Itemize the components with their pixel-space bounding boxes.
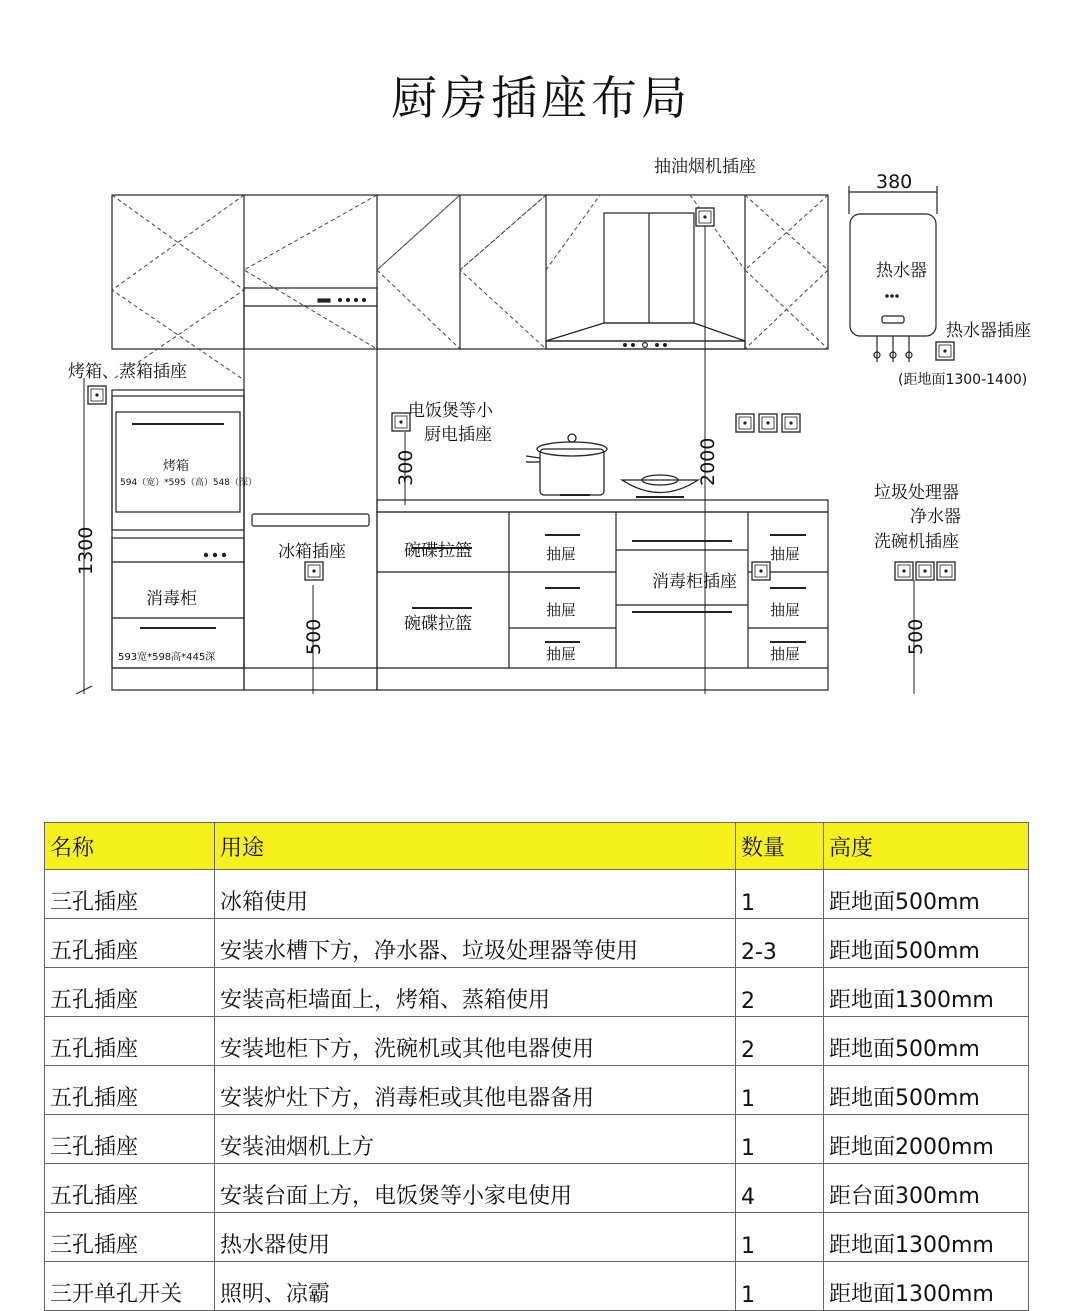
socket-icon-sink-3 [937,562,955,580]
cell-height: 距地面500mm [824,1017,1029,1066]
label-rice-cooker-1: 电饭煲等小 [408,401,493,421]
socket-icon-sink-2 [916,562,934,580]
table-row [45,1262,1029,1311]
label-hood-socket: 抽油烟机插座 [654,157,756,177]
cell-usage: 冰箱使用 [215,870,736,919]
socket-icon-fridge [305,562,323,580]
table-row [45,870,1029,919]
header-height: 高度 [824,823,1029,870]
header-name: 名称 [45,823,215,870]
cell-height: 距地面500mm [824,1066,1029,1115]
label-sterilizer-size: 593宽*598高*445深 [118,652,216,663]
table-header-row [45,823,1029,870]
table-row [45,1017,1029,1066]
cell-height: 距地面2000mm [824,1115,1029,1164]
range-hood [546,213,745,349]
label-drawer-1: 抽屉 [546,545,577,563]
socket-icon-counter-1 [736,414,754,432]
socket-icon-counter-3 [782,414,800,432]
socket-icon-heater [936,342,954,360]
label-dish-basket-1: 碗碟拉篮 [404,541,472,561]
cell-usage: 安装炉灶下方，消毒柜或其他电器备用 [215,1066,736,1115]
cell-usage: 热水器使用 [215,1213,736,1262]
label-dish-basket-2: 碗碟拉篮 [404,614,472,634]
cell-height: 距地面1300mm [824,1262,1029,1311]
label-dim-2000: 2000 [697,437,719,486]
label-heater: 热水器 [876,261,927,281]
table-row [45,919,1029,968]
cabinet-door-swing-lines [112,195,828,380]
label-heater-socket: 热水器插座 [946,321,1031,341]
cell-name: 五孔插座 [45,919,215,968]
label-fridge-socket: 冰箱插座 [278,542,346,562]
cell-usage: 安装高柜墙面上，烤箱、蒸箱使用 [215,968,736,1017]
socket-symbols [88,208,955,580]
socket-icon-hood [696,208,714,226]
cell-name: 五孔插座 [45,1066,215,1115]
header-quantity: 数量 [736,823,824,870]
socket-icon-sterilizer [752,562,770,580]
cell-height: 距地面500mm [824,870,1029,919]
cell-quantity: 1 [736,1262,824,1311]
socket-icon-oven [88,386,106,404]
cell-usage: 安装水槽下方，净水器、垃圾处理器等使用 [215,919,736,968]
dimension-lines [60,212,914,694]
cell-quantity: 1 [736,1213,824,1262]
cell-name: 三孔插座 [45,870,215,919]
label-heater-height: (距地面1300-1400) [898,372,1028,388]
cell-quantity: 2-3 [736,919,824,968]
cell-name: 三孔插座 [45,1115,215,1164]
label-drawer-5: 抽屉 [770,601,801,619]
cell-name: 三开单孔开关 [45,1262,215,1311]
label-oven-steam-socket: 烤箱、蒸箱插座 [68,362,187,382]
cell-usage: 安装台面上方，电饭煲等小家电使用 [215,1164,736,1213]
cell-quantity: 1 [736,1066,824,1115]
cookware [526,434,698,497]
label-heater-width: 380 [876,171,913,193]
label-drawer-3: 抽屉 [546,645,577,663]
label-dim-500-right: 500 [905,618,927,655]
cell-name: 五孔插座 [45,1017,215,1066]
base-cabinets [377,500,828,690]
cell-quantity: 2 [736,1017,824,1066]
table-row [45,1164,1029,1213]
cell-quantity: 1 [736,1115,824,1164]
socket-spec-table [44,822,1029,1311]
label-rice-cooker-2: 厨电插座 [424,425,492,445]
table-row [45,968,1029,1017]
cell-name: 五孔插座 [45,1164,215,1213]
label-dim-300: 300 [395,449,417,486]
label-sterilizer: 消毒柜 [146,589,197,609]
cell-name: 三孔插座 [45,1213,215,1262]
socket-icon-counter-2 [759,414,777,432]
label-disposer-2: 净水器 [910,507,961,527]
cell-height: 距地面1300mm [824,1213,1029,1262]
label-dim-1300: 1300 [75,526,97,575]
cell-quantity: 4 [736,1164,824,1213]
table-row [45,1213,1029,1262]
table-row [45,1115,1029,1164]
tall-cabinet [112,390,244,690]
cell-name: 五孔插座 [45,968,215,1017]
upper-cabinets [112,195,828,349]
cell-quantity: 1 [736,870,824,919]
label-drawer-4: 抽屉 [770,545,801,563]
page-title: 厨房插座布局 [391,71,691,125]
label-oven: 烤箱 [163,459,190,474]
label-drawer-6: 抽屉 [770,645,801,663]
label-drawer-2: 抽屉 [546,601,577,619]
header-usage: 用途 [215,823,736,870]
table-row [45,1066,1029,1115]
cell-height: 距地面500mm [824,919,1029,968]
cell-usage: 照明、凉霸 [215,1262,736,1311]
label-dim-500-left: 500 [303,618,325,655]
socket-icon-sink-1 [895,562,913,580]
cell-height: 距台面300mm [824,1164,1029,1213]
cell-quantity: 2 [736,968,824,1017]
label-disposer-1: 垃圾处理器 [874,483,959,503]
label-sterilizer-socket: 消毒柜插座 [652,572,737,592]
label-oven-size: 594（宽）*595（高）548（深） [120,478,258,488]
label-disposer-3: 洗碗机插座 [874,532,959,552]
cell-height: 距地面1300mm [824,968,1029,1017]
cell-usage: 安装油烟机上方 [215,1115,736,1164]
cell-usage: 安装地柜下方，洗碗机或其他电器使用 [215,1017,736,1066]
